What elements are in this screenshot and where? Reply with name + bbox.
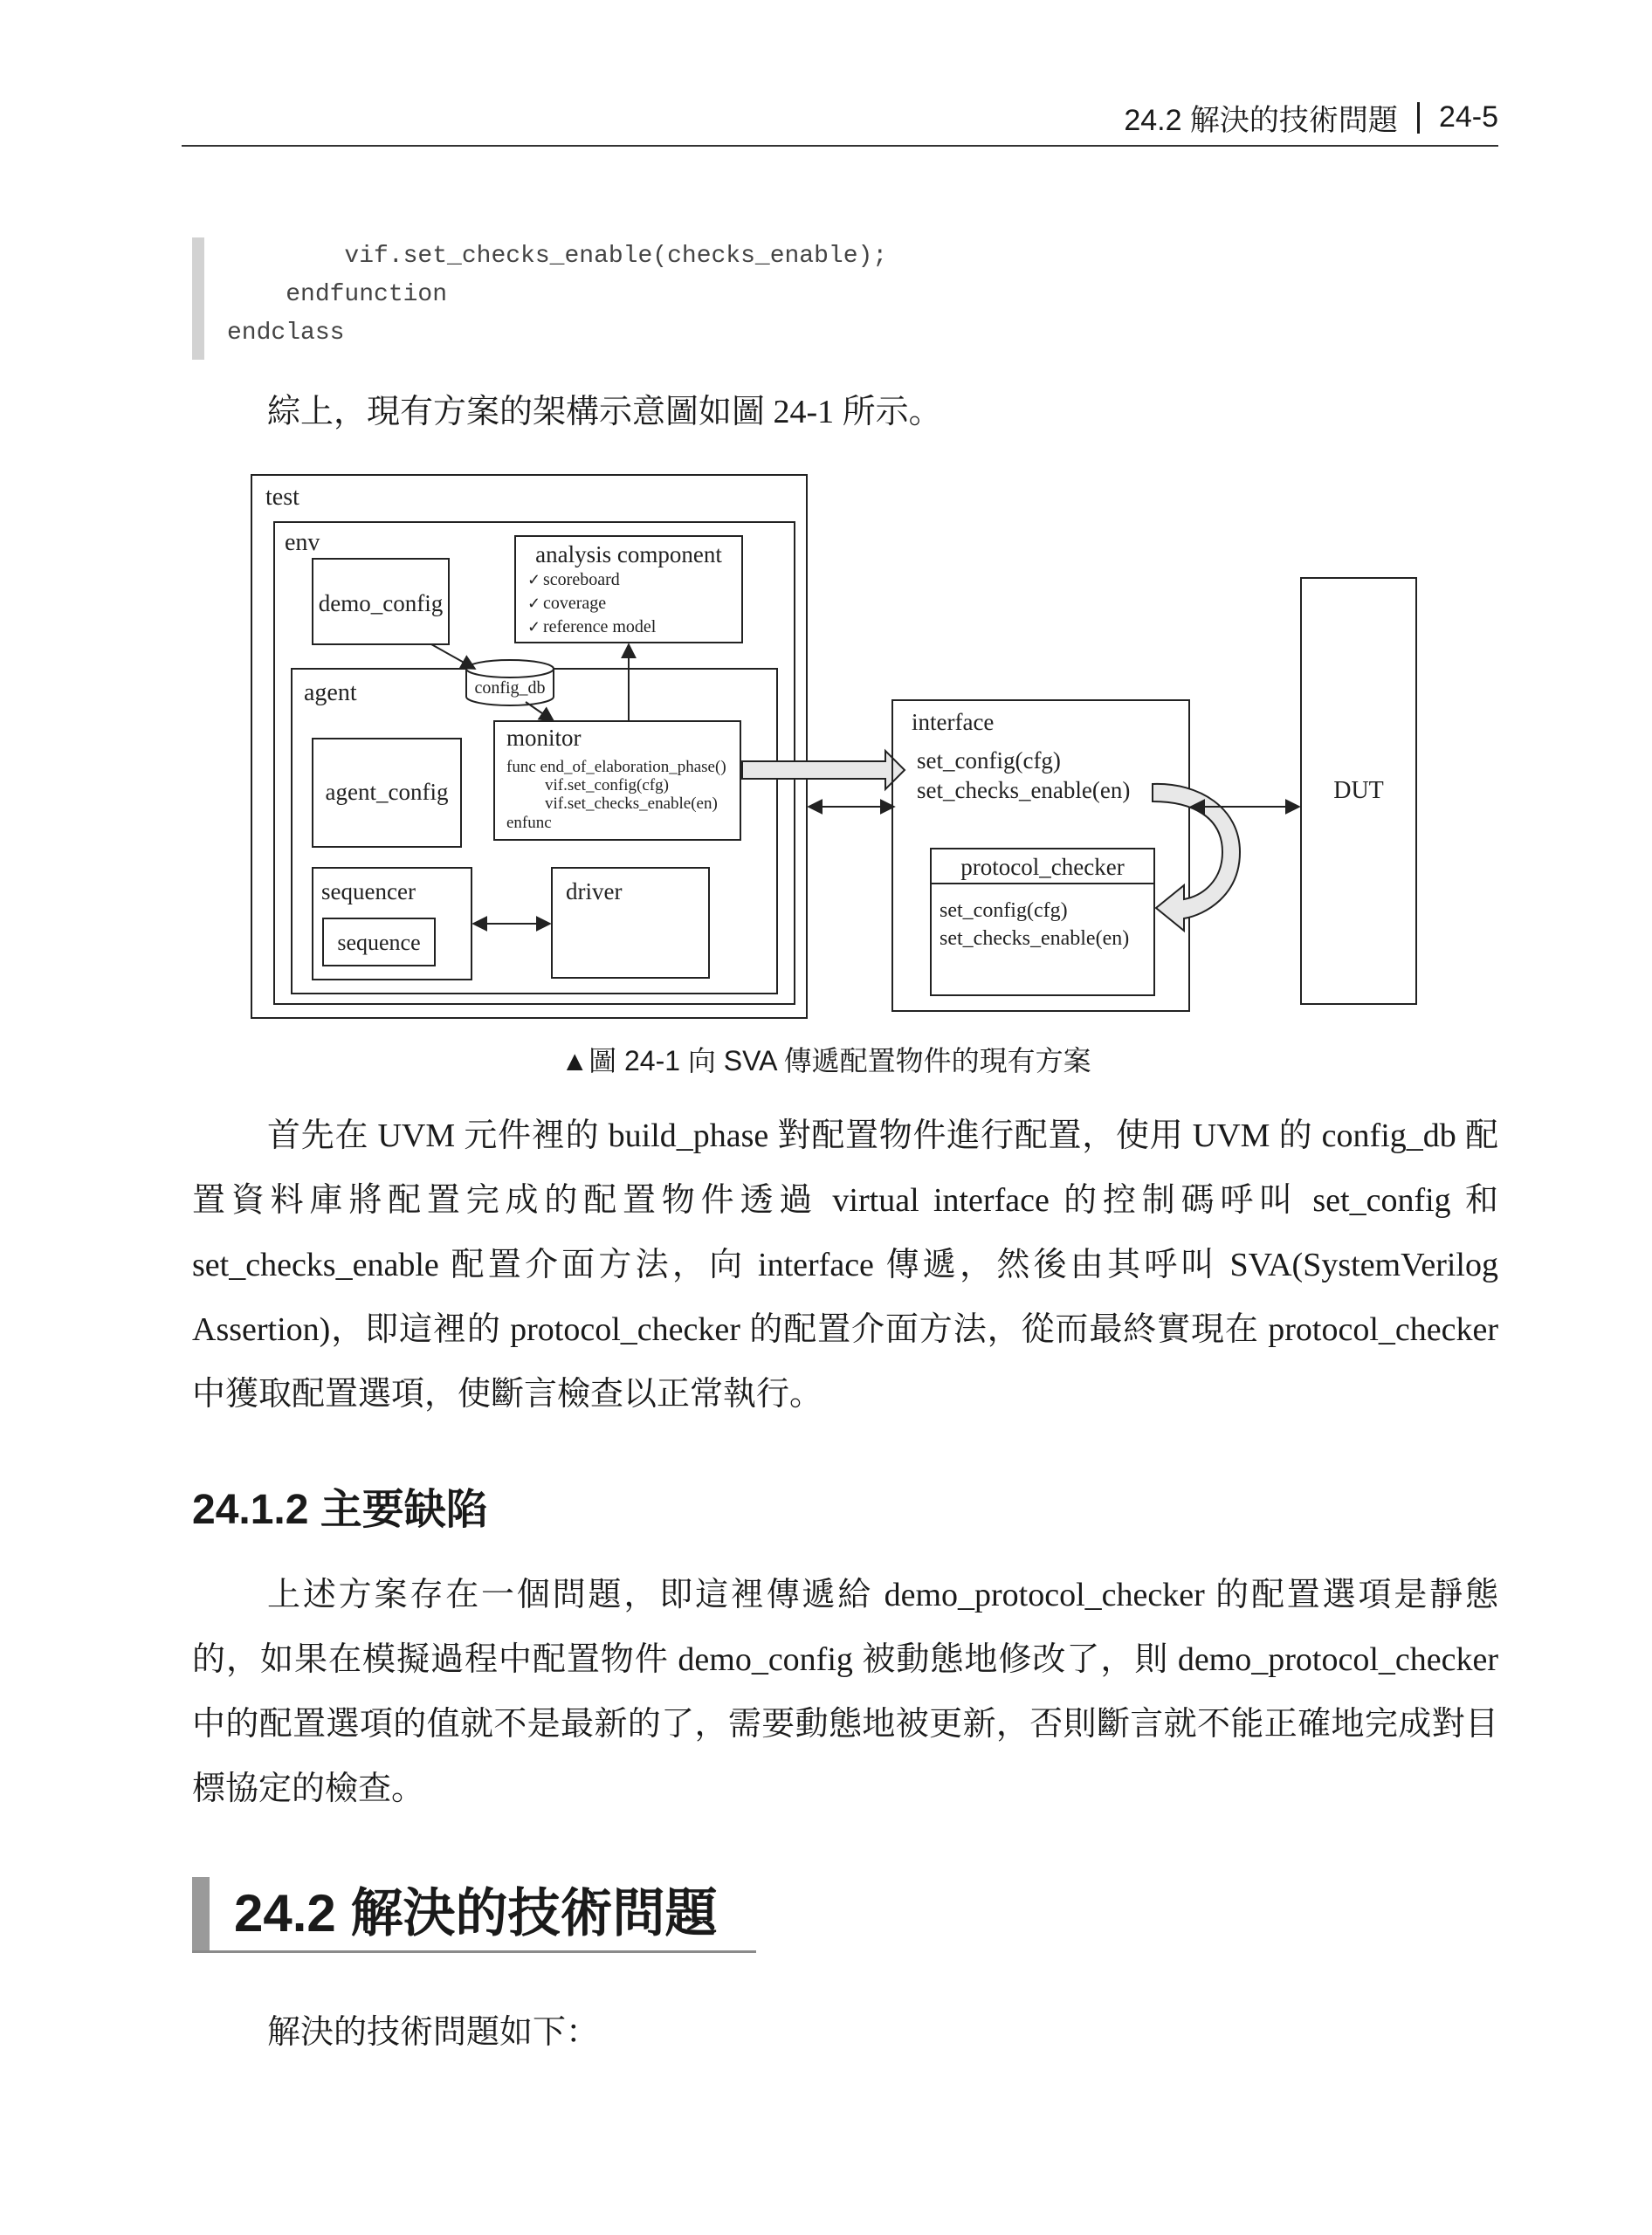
section-heading-rule: [192, 1950, 756, 1953]
code-block: [192, 237, 1339, 360]
interface-method: set_config(cfg): [917, 747, 1061, 774]
agent-label: agent: [304, 679, 357, 706]
intro-sentence: 綜上，現有方案的架構示意圖如圖 24-1 所示。: [267, 394, 942, 430]
code-line: endclass: [227, 320, 345, 347]
db-to-monitor-arrow: [526, 702, 554, 721]
running-head-section: 24.2 解決的技術問題: [1124, 104, 1398, 137]
check-mark: ✓: [527, 618, 541, 636]
body-paragraph: 上述方案存在一個問題，即這裡傳遞給 demo_protocol_checker 的配置選項是靜態的，如果在模擬過程中配置物件 demo_config 被動態地修改了，則 demo_protocol_checker 中的配置選項的值就不是最新的了，需要動態地被更新，否則斷言就不能正確地完成對目標協定的檢查。: [192, 1577, 1498, 1807]
subsection-heading: 24.1.2 主要缺陷: [192, 1487, 488, 1533]
demo-config-label: demo_config: [318, 590, 444, 616]
code-line: vif.set_checks_enable(checks_enable);: [227, 243, 888, 270]
protocol-checker-method: set_checks_enable(en): [940, 927, 1130, 950]
interface-label: interface: [912, 709, 995, 735]
analysis-component-title: analysis component: [535, 541, 722, 567]
monitor-label: monitor: [506, 725, 582, 751]
config-db-label: config_db: [474, 678, 546, 698]
check-mark: ✓: [527, 595, 541, 612]
monitor-code-line: func end_of_elaboration_phase(): [506, 758, 726, 776]
body-paragraph: 首先在 UVM 元件裡的 build_phase 對配置物件進行配置，使用 UVM 的 config_db 配置資料庫將配置完成的配置物件透過 virtual interface 的控制碼呼叫 set_config 和 set_checks_enable 配置介面方法，向 interface 傳遞，然後由其呼叫 SVA(SystemVerilog Assertion)，即這裡的 protocol_checker 的配置介面方法，從而最終實現在 protocol_checker 中獲取配置選項，使斷言檢查以正常執行。: [192, 1118, 1498, 1413]
monitor-code-line: enfunc: [506, 814, 552, 832]
monitor-code-line: vif.set_config(cfg): [545, 776, 669, 794]
architecture-diagram: [248, 471, 1453, 1030]
sequencer-label: sequencer: [321, 878, 416, 904]
protocol-checker-label: protocol_checker: [960, 854, 1125, 880]
code-line: endfunction: [227, 281, 448, 308]
running-head-separator: [1417, 102, 1420, 134]
interface-method: set_checks_enable(en): [917, 777, 1131, 803]
figure-24-1: [248, 471, 1453, 1030]
analysis-item-scoreboard: scoreboard: [543, 570, 620, 589]
header-rule: [182, 145, 1498, 147]
analysis-item-coverage: coverage: [543, 594, 607, 613]
monitor-code-line: vif.set_checks_enable(en): [545, 794, 718, 813]
dut-label: DUT: [1333, 777, 1384, 804]
closing-sentence: 解決的技術問題如下：: [267, 2014, 600, 2051]
agent-config-label: agent_config: [325, 779, 449, 805]
driver-label: driver: [566, 878, 623, 904]
env-label: env: [285, 529, 320, 556]
running-head: [1124, 96, 1498, 139]
demo-config-to-db-arrow: [431, 644, 475, 669]
analysis-item-reference-model: reference model: [543, 617, 657, 636]
protocol-checker-method: set_config(cfg): [940, 899, 1068, 922]
check-mark: ✓: [527, 571, 541, 588]
sequence-label: sequence: [337, 930, 421, 955]
figure-caption: ▲圖 24-1 向 SVA 傳遞配置物件的現有方案: [561, 1045, 1091, 1076]
section-heading: 24.2 解決的技術問題: [192, 1877, 717, 1950]
test-label: test: [265, 484, 299, 511]
block-arrow-to-interface: [742, 751, 905, 789]
page-number: 24-5: [1438, 100, 1498, 134]
